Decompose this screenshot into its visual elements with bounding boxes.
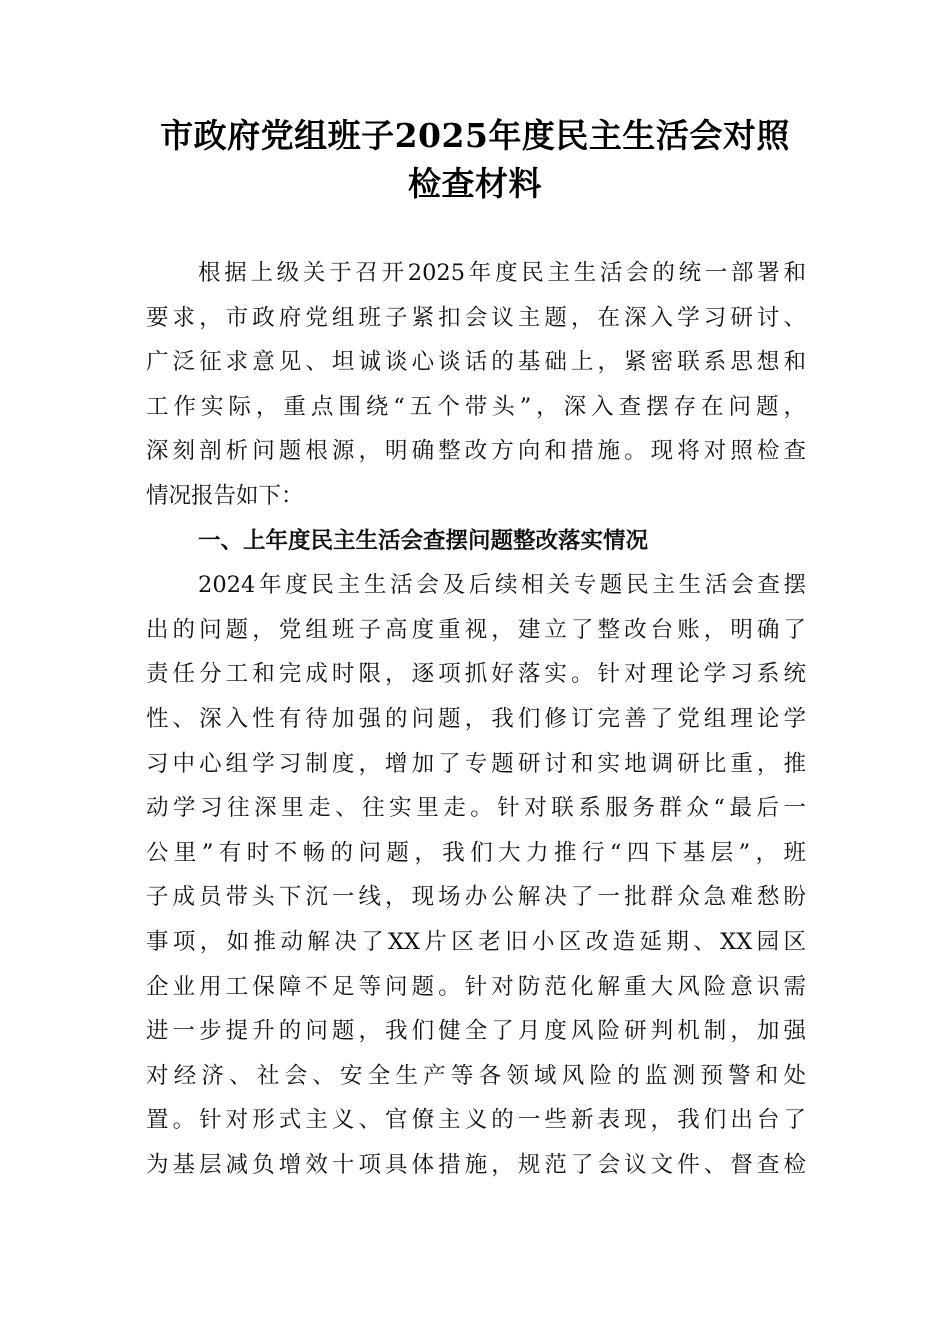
intro-line: 广泛征求意见、坦诚谈心谈话的基础上，紧密联系思想和 xyxy=(146,349,806,376)
intro-line: 工作实际，重点围绕“五个带头”，深入查摆存在问题， xyxy=(146,393,806,420)
section-1-paragraph xyxy=(146,563,806,1187)
intro-line: 情况报告如下： xyxy=(146,482,304,509)
title-line-1: 市政府党组班子2025年度民主生活会对照 xyxy=(160,116,790,155)
paragraph-line: 置。针对形式主义、官僚主义的一些新表现，我们出台了 xyxy=(146,1107,806,1134)
paragraph-line: 事项，如推动解决了XX片区老旧小区改造延期、XX园区 xyxy=(146,928,806,955)
paragraph-line: 动学习往深里走、往实里走。针对联系服务群众“最后一 xyxy=(146,795,806,822)
intro-line: 根据上级关于召开2025年度民主生活会的统一部署和 xyxy=(198,260,806,286)
title-line-2: 检查材料 xyxy=(408,164,542,203)
section-heading-1: 一、上年度民主生活会查摆问题整改落实情况 xyxy=(198,527,649,554)
paragraph-line: 为基层减负增效十项具体措施，规范了会议文件、督查检 xyxy=(146,1151,806,1178)
intro-paragraph xyxy=(146,251,806,519)
intro-line: 深刻剖析问题根源，明确整改方向和措施。现将对照检查 xyxy=(146,438,806,465)
paragraph-line: 企业用工保障不足等问题。针对防范化解重大风险意识需 xyxy=(146,973,806,1000)
paragraph-line: 对经济、社会、安全生产等各领域风险的监测预警和处 xyxy=(146,1062,806,1089)
paragraph-line: 责任分工和完成时限，逐项抓好落实。针对理论学习系统 xyxy=(146,661,806,688)
document-title xyxy=(120,112,830,208)
paragraph-line: 习中心组学习制度，增加了专题研讨和实地调研比重，推 xyxy=(146,750,806,777)
paragraph-line: 进一步提升的问题，我们健全了月度风险研判机制，加强 xyxy=(146,1018,806,1045)
paragraph-line: 公里”有时不畅的问题，我们大力推行“四下基层”，班 xyxy=(146,839,806,866)
document-body xyxy=(146,251,806,1187)
paragraph-line: 子成员带头下沉一线，现场办公解决了一批群众急难愁盼 xyxy=(146,884,806,911)
paragraph-line: 2024年度民主生活会及后续相关专题民主生活会查摆 xyxy=(198,572,806,599)
paragraph-line: 性、深入性有待加强的问题，我们修订完善了党组理论学 xyxy=(146,705,806,732)
intro-line: 要求，市政府党组班子紧扣会议主题，在深入学习研讨、 xyxy=(146,304,806,331)
paragraph-line: 出的问题，党组班子高度重视，建立了整改台账，明确了 xyxy=(146,616,806,643)
